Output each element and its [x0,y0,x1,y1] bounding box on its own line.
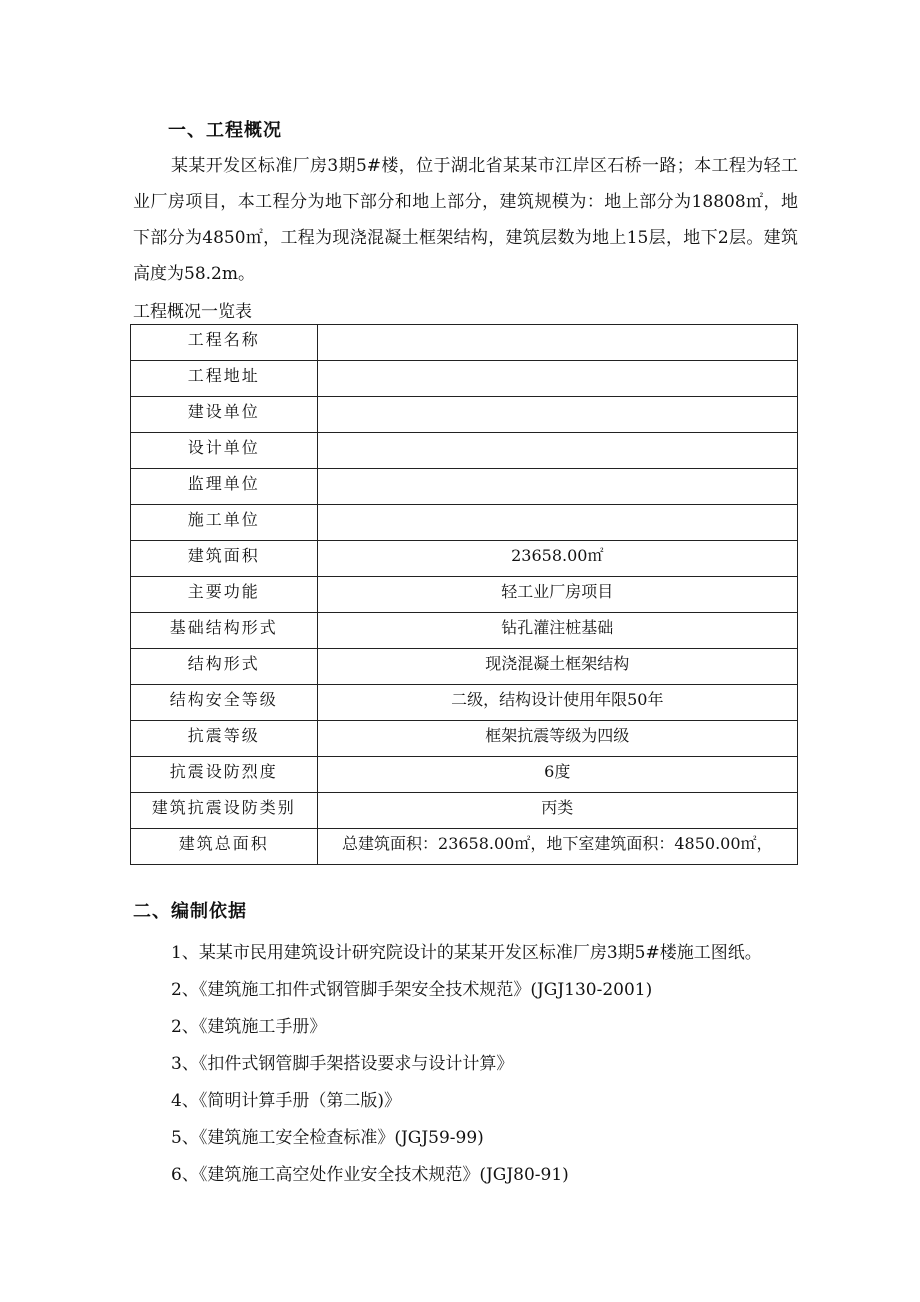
row-value: 框架抗震等级为四级 [317,721,797,757]
row-value [317,325,797,361]
section-heading-basis: 二、编制依据 [133,901,247,922]
row-label: 抗震设防烈度 [131,757,318,793]
reference-list [171,942,811,1201]
table-row [131,793,798,829]
row-value: 23658.00㎡ [317,541,797,577]
row-value [317,433,797,469]
row-value: 二级，结构设计使用年限50年 [317,685,797,721]
row-label: 结构安全等级 [131,685,318,721]
table-row [131,505,798,541]
overview-table [130,324,798,865]
overview-paragraph-text: 某某开发区标准厂房3期5#楼，位于湖北省某某市江岸区石桥一路；本工程为轻工业厂房项目，本工程分为地下部分和地上部分，建筑规模为：地上部分为18808㎡，地下部分为4850㎡，工程为现浇混凝土框架结构，建筑层数为地上15层，地下2层。建筑高度为58.2m。 [133,156,798,284]
list-item: 5、《建筑施工安全检查标准》(JGJ59-99) [171,1128,484,1148]
table-row [131,469,798,505]
row-label: 工程地址 [131,361,318,397]
table-row [131,433,798,469]
table-row [131,649,798,685]
row-label: 结构形式 [131,649,318,685]
row-label: 主要功能 [131,577,318,613]
table-row [131,361,798,397]
list-item: 4、《简明计算手册（第二版)》 [171,1091,401,1111]
row-value: 6度 [317,757,797,793]
row-value: 总建筑面积：23658.00㎡，地下室建筑面积：4850.00㎡， [317,829,797,865]
row-value [317,361,797,397]
table-row [131,721,798,757]
row-label: 监理单位 [131,469,318,505]
row-label: 设计单位 [131,433,318,469]
table-caption: 工程概况一览表 [133,302,252,322]
table-row [131,325,798,361]
row-value: 现浇混凝土框架结构 [317,649,797,685]
list-item: 2、《建筑施工扣件式钢管脚手架安全技术规范》(JGJ130-2001) [171,980,653,1000]
table-row [131,685,798,721]
table-row [131,397,798,433]
row-value [317,397,797,433]
row-value [317,505,797,541]
table-row [131,541,798,577]
table-row [131,613,798,649]
row-label: 工程名称 [131,325,318,361]
section-heading-overview: 一、工程概况 [168,120,282,141]
table-row [131,577,798,613]
table-row [131,829,798,865]
row-value: 轻工业厂房项目 [317,577,797,613]
list-item: 3、《扣件式钢管脚手架搭设要求与设计计算》 [171,1054,514,1074]
row-label: 基础结构形式 [131,613,318,649]
row-label: 建设单位 [131,397,318,433]
overview-paragraph [133,148,798,292]
list-item: 2、《建筑施工手册》 [171,1017,327,1037]
row-label: 建筑抗震设防类别 [131,793,318,829]
row-value: 钻孔灌注桩基础 [317,613,797,649]
row-label: 抗震等级 [131,721,318,757]
row-label: 施工单位 [131,505,318,541]
row-value [317,469,797,505]
row-label: 建筑面积 [131,541,318,577]
row-value: 丙类 [317,793,797,829]
list-item: 1、某某市民用建筑设计研究院设计的某某开发区标准厂房3期5#楼施工图纸。 [171,943,762,963]
row-label: 建筑总面积 [131,829,318,865]
list-item: 6、《建筑施工高空处作业安全技术规范》(JGJ80-91) [171,1165,569,1185]
table-row [131,757,798,793]
